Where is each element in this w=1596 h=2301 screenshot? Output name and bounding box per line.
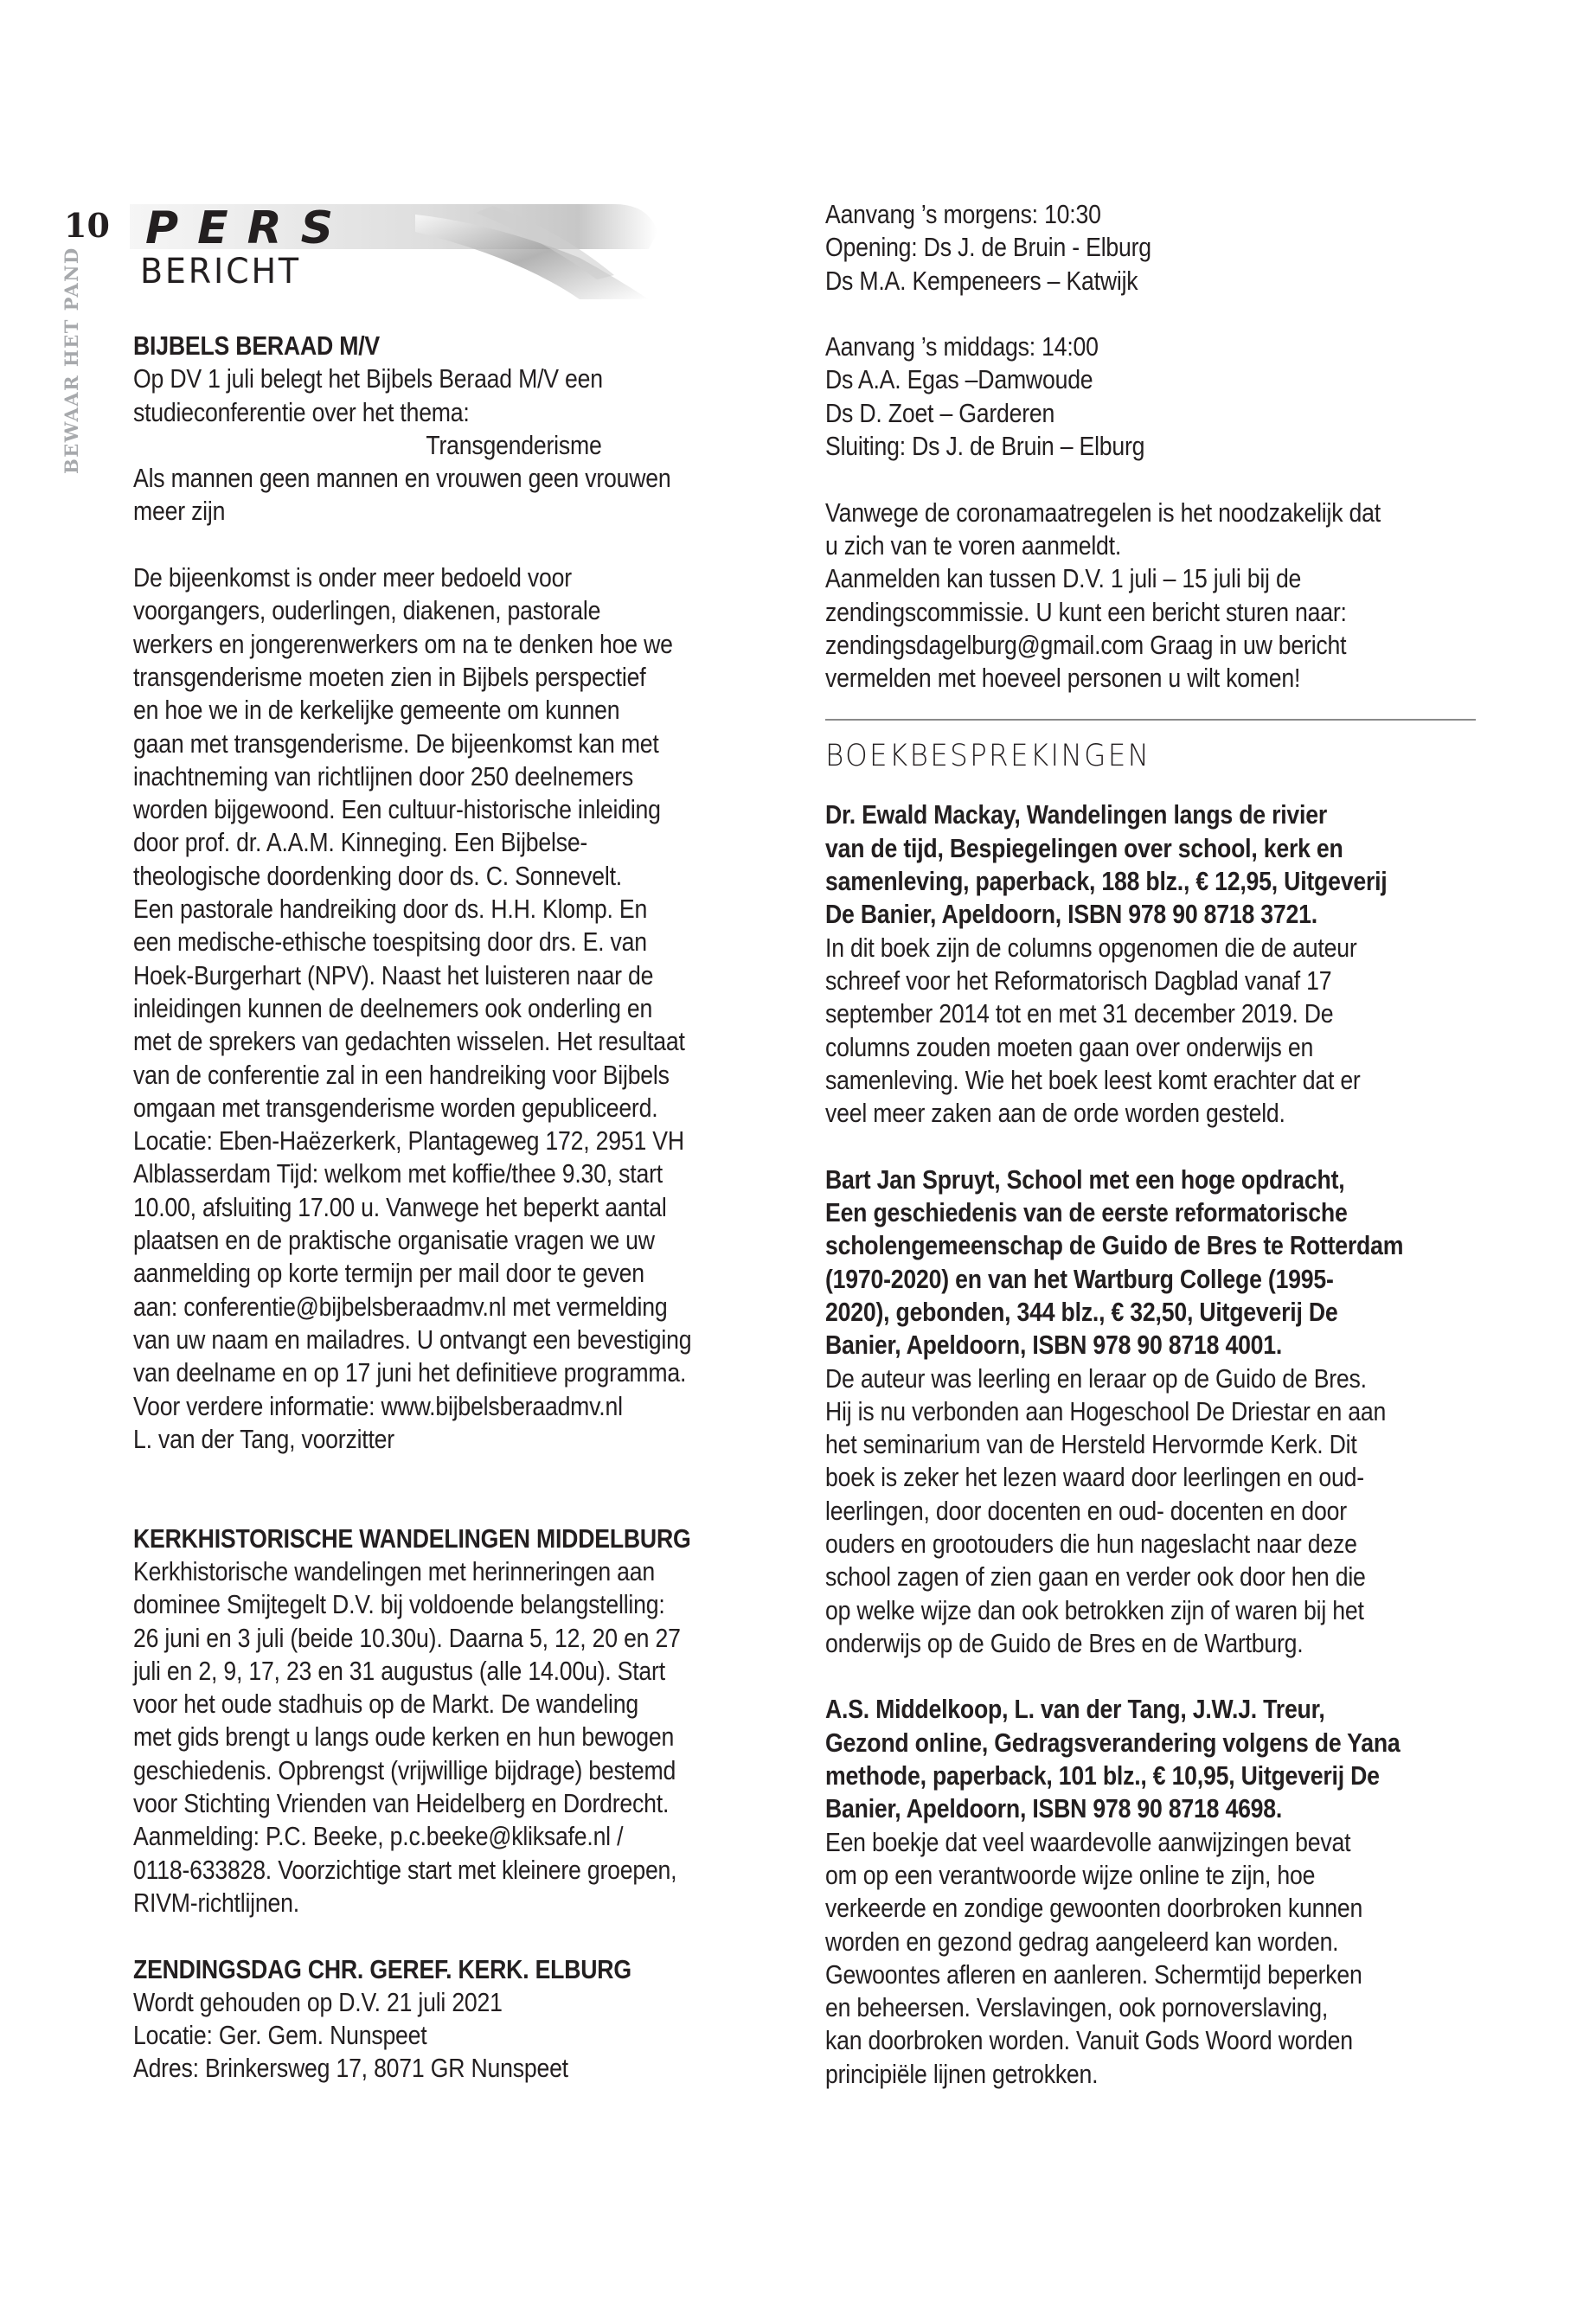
review-bibliography-line: scholengemeenschap de Guido de Bres te Rotterdam	[825, 1230, 1404, 1261]
review-bibliography-line: Gezond online, Gedragsverandering volgens de Yana	[825, 1727, 1401, 1758]
body-line: voor Stichting Vrienden van Heidelberg en Dordrecht.	[133, 1788, 670, 1819]
review-bibliography-line: (1970-2020) en van het Wartburg College (1995-	[825, 1263, 1334, 1294]
body-line: meer zijn	[133, 496, 226, 527]
review-body-line: Hij is nu verbonden aan Hogeschool De Driestar en aan	[825, 1395, 1387, 1426]
review-body-line: principiële lijnen getrokken.	[825, 2058, 1099, 2089]
page-number: 10	[64, 206, 110, 245]
body-line: een medische-ethische toespitsing door drs. E. van	[133, 926, 647, 958]
section-title-boekbesprekingen: BOEKBESPREKINGEN	[825, 739, 1151, 774]
review-body-line: veel meer zaken aan de orde worden gesteld.	[825, 1098, 1285, 1129]
body-line: plaatsen en de praktische organisatie vragen we uw	[133, 1225, 655, 1256]
review-bibliography-line: Dr. Ewald Mackay, Wandelingen langs de rivier	[825, 799, 1328, 830]
body-line: werkers en jongerenwerkers om na te denken hoe we	[133, 628, 673, 659]
notice-line: Vanwege de coronamaatregelen is het noodzakelijk dat	[825, 497, 1381, 528]
review-body-line: september 2014 tot en met 31 december 2019. De	[825, 998, 1334, 1029]
body-line: omgaan met transgenderisme worden gepubliceerd.	[133, 1092, 658, 1123]
right-column	[825, 198, 1483, 2091]
program-line: Aanvang ’s morgens: 10:30	[825, 199, 1101, 229]
body-line: voor het oude stadhuis op de Markt. De wandeling	[133, 1689, 638, 1720]
body-line: Voor verdere informatie: www.bijbelsberaadmv.nl	[133, 1390, 623, 1421]
body-line: 10.00, afsluiting 17.00 u. Vanwege het beperkt aantal	[133, 1191, 667, 1222]
review-body-line: op welke wijze dan ook betrokken zijn of waren bij het	[825, 1594, 1364, 1625]
body-line: door prof. dr. A.A.M. Kinneging. Een Bijbelse-	[133, 827, 588, 858]
review-body-line: Een boekje dat veel waardevolle aanwijzingen bevat	[825, 1826, 1351, 1857]
body-line: met gids brengt u langs oude kerken en hun bewogen	[133, 1721, 675, 1753]
review-body-line: om op een verantwoorde wijze online te zijn, hoe	[825, 1859, 1316, 1890]
body-line: L. van der Tang, voorzitter	[133, 1423, 394, 1454]
program-line: Ds D. Zoet – Garderen	[825, 397, 1055, 428]
review-bibliography-line: 2020), gebonden, 344 blz., € 32,50, Uitgeverij De	[825, 1296, 1338, 1327]
body-line: Een pastorale handreiking door ds. H.H. Klomp. En	[133, 894, 648, 925]
review-bibliography-line: Een geschiedenis van de eerste reformatorische	[825, 1197, 1348, 1228]
review-bibliography-line: methode, paperback, 101 blz., € 10,95, Uitgeverij De	[825, 1760, 1380, 1791]
body-line: Adres: Brinkersweg 17, 8071 GR Nunspeet	[133, 2053, 568, 2084]
review-body-line: verkeerde en zondige gewoonten doorbroken kunnen	[825, 1893, 1363, 1924]
body-line: voorgangers, ouderlingen, diakenen, pastorale	[133, 595, 601, 626]
review-body-line: columns zouden moeten gaan over onderwijs en	[825, 1031, 1314, 1062]
section-divider	[825, 719, 1476, 721]
body-line: Kerkhistorische wandelingen met herinneringen aan	[133, 1555, 656, 1586]
article-heading: BIJBELS BERAAD M/V	[133, 330, 380, 361]
body-line: inachtneming van richtlijnen door 250 deelnemers	[133, 760, 634, 792]
review-body-line: kan doorbroken worden. Vanuit Gods Woord worden	[825, 2025, 1353, 2056]
body-line: theologische doordenking door ds. C. Sonnevelt.	[133, 860, 622, 891]
review-body-line: school zagen of zien gaan en verder ook door hen die	[825, 1561, 1366, 1593]
notice-line: Aanmelden kan tussen D.V. 1 juli – 15 juli bij de	[825, 563, 1302, 594]
review-bibliography-line: Bart Jan Spruyt, School met een hoge opdracht,	[825, 1163, 1345, 1195]
program-line: Opening: Ds J. de Bruin - Elburg	[825, 232, 1151, 263]
body-line: Locatie: Ger. Gem. Nunspeet	[133, 2020, 427, 2051]
review-body-line: Gewoontes afleren en aanleren. Schermtijd beperken	[825, 1958, 1362, 1990]
side-label: BEWAAR HET PAND	[61, 247, 82, 474]
review-body-line: boek is zeker het lezen waard door leerlingen en oud-	[825, 1462, 1364, 1493]
review-bibliography-line: Banier, Apeldoorn, ISBN 978 90 8718 4001.	[825, 1330, 1283, 1361]
program-line: Ds A.A. Egas –Damwoude	[825, 364, 1093, 395]
review-body-line: onderwijs op de Guido de Bres en de Wartburg.	[825, 1627, 1304, 1658]
review-bibliography-line: van de tijd, Bespiegelingen over school, kerk en	[825, 832, 1343, 863]
notice-line: vermelden met hoeveel personen u wilt komen!	[825, 663, 1301, 694]
notice-line: zendingsdagelburg@gmail.com Graag in uw bericht	[825, 629, 1347, 660]
review-bibliography-line: Banier, Apeldoorn, ISBN 978 90 8718 4698.	[825, 1793, 1283, 1824]
body-line: 0118-633828. Voorzichtige start met kleinere groepen,	[133, 1854, 677, 1885]
body-line: aanmelding op korte termijn per mail door te geven	[133, 1258, 644, 1289]
body-line: en hoe we in de kerkelijke gemeente om kunnen	[133, 695, 620, 726]
review-bibliography-line: A.S. Middelkoop, L. van der Tang, J.W.J. Treur,	[825, 1694, 1325, 1725]
body-line: van de conferentie zal in een handreiking voor Bijbels	[133, 1059, 670, 1090]
left-column	[133, 330, 791, 2086]
body-line: Wordt gehouden op D.V. 21 juli 2021	[133, 1986, 503, 2017]
body-line: RIVM-richtlijnen.	[133, 1887, 299, 1918]
body-line: dominee Smijtegelt D.V. bij voldoende belangstelling:	[133, 1589, 665, 1620]
body-line: Als mannen geen mannen en vrouwen geen vrouwen	[133, 463, 671, 494]
program-line: Aanvang ’s middags: 14:00	[825, 331, 1099, 362]
review-body-line: In dit boek zijn de columns opgenomen die de auteur	[825, 932, 1357, 963]
review-body-line: ouders en grootouders die hun nageslacht naar deze	[825, 1528, 1357, 1559]
body-line: van deelname en op 17 juni het definitieve programma.	[133, 1357, 687, 1388]
article-heading: KERKHISTORISCHE WANDELINGEN MIDDELBURG	[133, 1522, 691, 1554]
body-line: Hoek-Burgerhart (NPV). Naast het luisteren naar de	[133, 959, 654, 990]
body-line: Alblasserdam Tijd: welkom met koffie/thee 9.30, start	[133, 1158, 663, 1189]
banner-title-pers: PERS	[145, 202, 353, 254]
body-line: Aanmelding: P.C. Beeke, p.c.beeke@kliksafe.nl /	[133, 1821, 624, 1852]
body-line: gaan met transgenderisme. De bijeenkomst kan met	[133, 727, 659, 759]
body-line: Locatie: Eben-Haëzerkerk, Plantageweg 172, 2951 VH	[133, 1125, 684, 1157]
body-line: inleidingen kunnen de deelnemers ook onderling en	[133, 992, 653, 1023]
body-line: Op DV 1 juli belegt het Bijbels Beraad M/V een	[133, 363, 603, 394]
notice-line: u zich van te voren aanmeldt.	[825, 529, 1122, 561]
body-line: van uw naam en mailadres. U ontvangt een bevestiging	[133, 1324, 692, 1355]
review-body-line: samenleving. Wie het boek leest komt erachter dat er	[825, 1064, 1361, 1095]
body-line: geschiedenis. Opbrengst (vrijwillige bijdrage) bestemd	[133, 1754, 676, 1785]
body-line: met de sprekers van gedachten wisselen. Het resultaat	[133, 1026, 685, 1057]
review-bibliography-line: De Banier, Apeldoorn, ISBN 978 90 8718 3721.	[825, 899, 1317, 930]
review-body-line: het seminarium van de Hersteld Hervormde Kerk. Dit	[825, 1429, 1357, 1460]
body-line: juli en 2, 9, 17, 23 en 31 augustus (alle 14.00u). Start	[133, 1655, 665, 1686]
review-body-line: De auteur was leerling en leraar op de Guido de Bres.	[825, 1362, 1367, 1394]
body-line: De bijeenkomst is onder meer bedoeld voor	[133, 562, 572, 593]
program-line: Sluiting: Ds J. de Bruin – Elburg	[825, 431, 1145, 462]
article-heading: ZENDINGSDAG CHR. GEREF. KERK. ELBURG	[133, 1953, 631, 1984]
review-body-line: en beheersen. Verslavingen, ook pornoverslaving,	[825, 1992, 1329, 2023]
review-body-line: worden en gezond gedrag aangeleerd kan worden.	[825, 1926, 1339, 1957]
pers-bericht-banner	[130, 197, 666, 303]
body-line: aan: conferentie@bijbelsberaadmv.nl met vermelding	[133, 1291, 668, 1322]
program-line: Ds M.A. Kempeneers – Katwijk	[825, 265, 1138, 296]
body-line: studieconferentie over het thema:	[133, 396, 470, 427]
banner-title-bericht: BERICHT	[140, 252, 301, 292]
review-bibliography-line: samenleving, paperback, 188 blz., € 12,95, Uitgeverij	[825, 866, 1388, 897]
body-line: worden bijgewoond. Een cultuur-historische inleiding	[133, 794, 661, 825]
notice-line: zendingscommissie. U kunt een bericht sturen naar:	[825, 596, 1347, 627]
theme-title: Transgenderisme	[426, 429, 602, 460]
review-body-line: leerlingen, door docenten en oud- docenten en door	[825, 1495, 1347, 1526]
body-line: transgenderisme moeten zien in Bijbels perspectief	[133, 661, 646, 692]
body-line: 26 juni en 3 juli (beide 10.30u). Daarna 5, 12, 20 en 27	[133, 1622, 681, 1653]
review-body-line: schreef voor het Reformatorisch Dagblad vanaf 17	[825, 965, 1332, 996]
